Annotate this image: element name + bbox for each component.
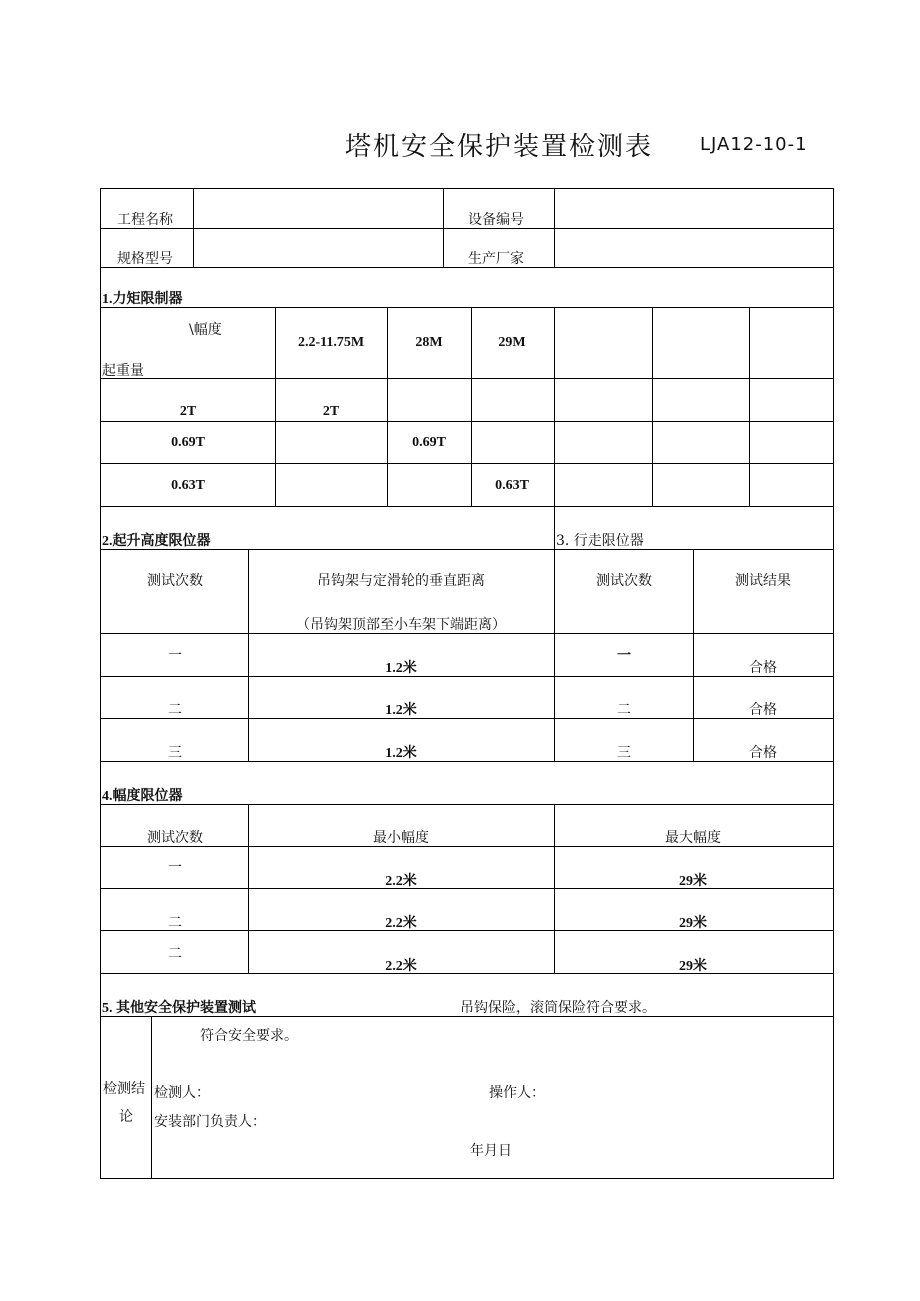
test-count: 一 <box>168 648 182 664</box>
test-count: 三 <box>168 745 182 761</box>
test-result: 合格 <box>749 702 777 718</box>
table-border-left <box>100 188 101 1179</box>
load-value: 0.69T <box>412 435 446 450</box>
col-header-span: 28M <box>415 335 443 350</box>
dept-head-label: 安装部门负责人： <box>154 1114 266 1130</box>
distance-value: 1.2米 <box>385 703 417 718</box>
diag-header-top: \幅度 <box>189 322 222 338</box>
row-divider <box>100 888 834 889</box>
row-divider <box>100 378 834 379</box>
col-divider <box>554 307 555 507</box>
page-title: 塔机安全保护装置检测表 <box>345 132 654 162</box>
col-header-test-count: 测试次数 <box>596 573 652 589</box>
min-range-value: 2.2米 <box>385 916 417 931</box>
test-count: 二 <box>168 702 182 718</box>
row-divider <box>100 267 834 268</box>
load-value: 2T <box>179 404 197 419</box>
col-header-test-result: 测试结果 <box>735 573 791 589</box>
min-range-value: 2.2米 <box>385 874 417 889</box>
table-border-top <box>100 188 834 189</box>
load-value: 2T <box>322 404 340 419</box>
test-count: 一 <box>168 860 182 876</box>
col-divider <box>749 307 750 507</box>
col-header-test-count: 测试次数 <box>147 573 203 589</box>
row-divider <box>100 228 834 229</box>
device-no-label: 设备编号 <box>468 212 524 228</box>
inspector-label: 检测人： <box>154 1085 210 1101</box>
test-count: 三 <box>617 745 631 761</box>
col-divider <box>275 307 276 507</box>
form-code: LJA12-10-1 <box>700 134 808 155</box>
row-divider <box>100 506 834 507</box>
col-header-span: 2.2-11.75M <box>297 335 365 350</box>
project-name-label: 工程名称 <box>117 212 173 228</box>
spec-label: 规格型号 <box>117 251 173 267</box>
col-header-distance: 吊钩架与定滑轮的垂直距离 <box>317 573 485 589</box>
table-border-bottom <box>100 1178 834 1179</box>
col-divider <box>151 1016 152 1179</box>
row-divider <box>100 718 834 719</box>
col-divider <box>387 307 388 507</box>
col-header-max-range: 最大幅度 <box>665 830 721 846</box>
col-divider <box>652 307 653 507</box>
test-count: 一 <box>617 649 631 664</box>
col-divider <box>248 804 249 974</box>
load-value: 0.63T <box>171 478 205 493</box>
section-5-result: 吊钩保险，滚筒保险符合要求。 <box>460 1000 656 1016</box>
col-divider <box>693 549 694 762</box>
section-5-title: 5. 其他安全保护装置测试 <box>102 1001 256 1016</box>
col-divider <box>193 188 194 268</box>
test-count: 二 <box>617 702 631 718</box>
row-divider <box>100 930 834 931</box>
row-divider <box>100 463 834 464</box>
col-header-distance-sub: （吊钩架顶部至小车架下端距离） <box>296 617 506 633</box>
conclusion-text: 符合安全要求。 <box>200 1028 298 1044</box>
col-divider <box>443 188 444 268</box>
col-divider <box>554 506 555 762</box>
distance-value: 1.2米 <box>385 746 417 761</box>
max-range-value: 29米 <box>679 874 707 889</box>
section-4-title: 4.幅度限位器 <box>102 789 183 804</box>
col-header-min-range: 最小幅度 <box>373 830 429 846</box>
diag-header-bottom: 起重量 <box>102 363 144 379</box>
manufacturer-label: 生产厂家 <box>468 251 524 267</box>
row-divider <box>100 846 834 847</box>
max-range-value: 29米 <box>679 916 707 931</box>
conclusion-label: 检测结 <box>103 1081 145 1097</box>
table-border-right <box>833 188 834 1179</box>
row-divider <box>100 676 834 677</box>
max-range-value: 29米 <box>679 959 707 974</box>
test-result: 合格 <box>749 660 777 676</box>
conclusion-label: 论 <box>119 1109 133 1125</box>
test-count: 二 <box>168 915 182 931</box>
distance-value: 1.2米 <box>385 661 417 676</box>
section-2-title: 2.起升高度限位器 <box>102 534 211 549</box>
row-divider <box>100 421 834 422</box>
col-divider <box>248 549 249 762</box>
row-divider <box>100 973 834 974</box>
test-count: 二 <box>168 946 182 962</box>
section-3-title: 3. 行走限位器 <box>556 533 644 549</box>
col-header-span: 29M <box>498 335 526 350</box>
test-result: 合格 <box>749 745 777 761</box>
col-divider <box>554 188 555 268</box>
load-value: 0.69T <box>171 435 205 450</box>
col-header-test-count: 测试次数 <box>147 830 203 846</box>
row-divider <box>100 761 834 762</box>
row-divider <box>100 804 834 805</box>
col-divider <box>471 307 472 507</box>
min-range-value: 2.2米 <box>385 959 417 974</box>
load-value: 0.63T <box>495 478 529 493</box>
operator-label: 操作人： <box>489 1085 545 1101</box>
section-1-title: 1.力矩限制器 <box>102 292 183 307</box>
col-divider <box>554 804 555 974</box>
row-divider <box>100 307 834 308</box>
date-label: 年月日 <box>470 1143 512 1159</box>
